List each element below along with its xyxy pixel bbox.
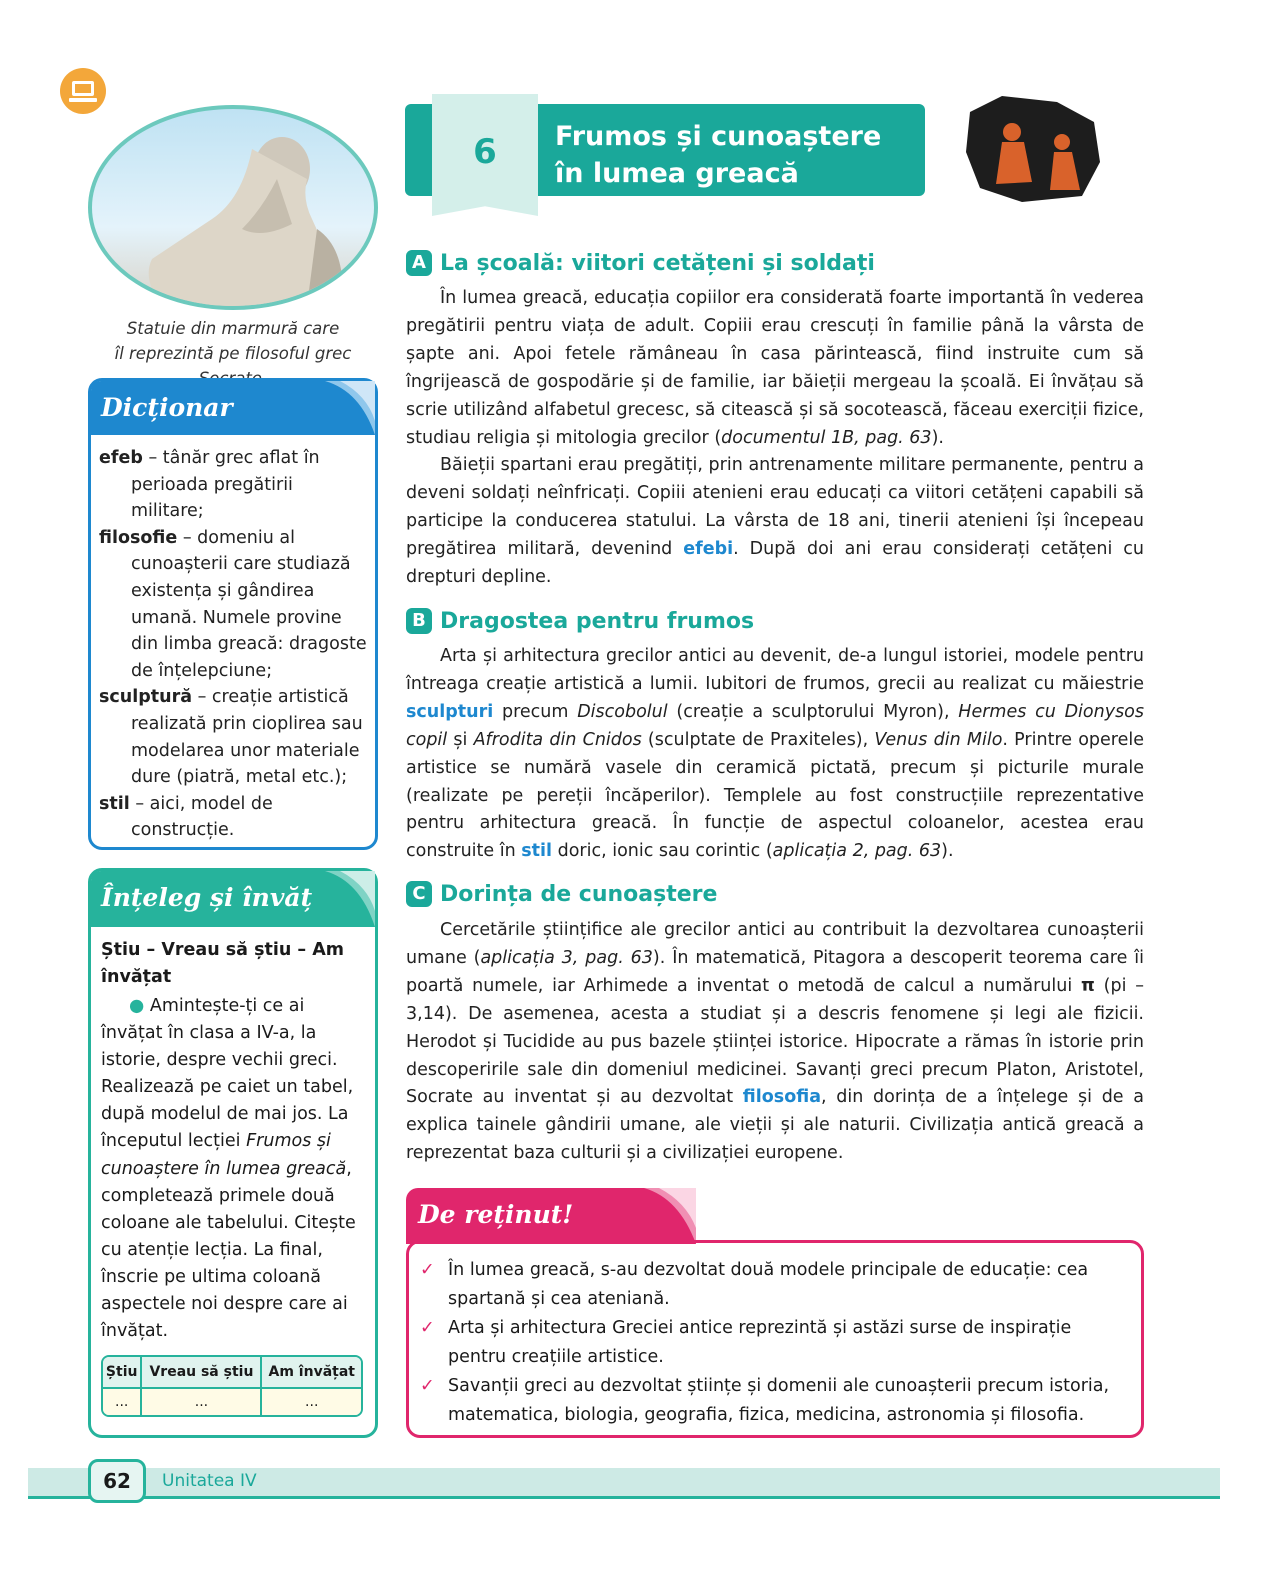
inteleg-text-part: Amintește-ți ce ai învățat în clasa a IV-a, la istorie, despre vechii greci. Realizează pe caiet un tabel, după modelul de mai jos. La începutul lecției [101,996,354,1152]
keyword-efebi: efebi [683,539,734,560]
section-c-heading [406,881,717,907]
application-reference: aplicația 2, pag. 63 [772,841,942,862]
dict-entry-efeb [99,445,369,525]
lesson-title-line: Frumos și cunoaștere [555,121,882,152]
check-icon: ✓ [420,1318,435,1338]
dictionary-title: Dicționar [101,393,233,422]
section-letter: B [406,608,432,634]
list-item: ✓ Savanții greci au dezvoltat științe și domenii ale cunoașterii precum istoria, matematica, biologia, geografia, fizica, medicina, astronomia și filosofia. [420,1372,1132,1430]
page-number: 62 [88,1459,146,1503]
dict-entry-stil [99,791,369,844]
lesson-title-line: în lumea greacă [555,158,799,189]
table-header: Știu [103,1357,141,1388]
section-title: Dragostea pentru frumos [440,609,755,634]
list-item: ✓ În lumea greacă, s-au dezvoltat două modele principale de educație: cea spartană și cea ateniană. [420,1256,1132,1314]
table-header: Vreau să știu [141,1357,261,1388]
dictionary-box [88,378,378,850]
section-b-heading [406,608,754,634]
section-letter: C [406,881,432,907]
table-cell: ... [141,1388,261,1415]
greek-vase-fragment-image [962,92,1102,204]
dict-term: stil [99,793,130,814]
socrates-statue-image [88,105,378,310]
dict-entry-filosofie [99,525,369,685]
list-item: ✓ Arta și arhitectura Greciei antice reprezintă și astăzi surse de inspirație pentru creațiile artistice. [420,1314,1132,1372]
bullet-icon: ● [129,996,145,1016]
dict-def: – creație artistică realizată prin cioplirea sau modelarea unor materiale dure (piatră, metal etc.); [131,687,363,788]
dict-term: filosofie [99,527,178,548]
keyword-stil: stil [521,841,553,862]
check-icon: ✓ [420,1260,435,1280]
dict-term: sculptură [99,687,193,708]
inteleg-lesson-title: Frumos și cunoaștere în lumea greacă [101,1131,347,1179]
table-cell: ... [261,1388,361,1415]
section-title: La școală: viitori cetățeni și soldați [440,251,875,276]
computer-icon [60,68,106,114]
kwl-table [101,1355,363,1417]
inteleg-instructions [101,993,367,1345]
retinut-list [420,1256,1132,1430]
inteleg-subtitle: Știu – Vreau să știu – Am învățat [101,940,345,987]
table-header: Am învățat [261,1357,361,1388]
paragraph: Arta și arhitectura grecilor antici au devenit, de-a lungul istoriei, modele pentru întreaga creație artistică a lumii. Iubitori de frumos, grecii au realizat cu măiestrie sculpturi precum Discobolul (creație a sculptorului Myron), Hermes cu Dionysos copil și Afrodita din Cnidos (sculptate de Praxiteles), Venus din Milo. Printre operele artistice se numără vasele din ceramică pictată, precum și picturile murale (realizate pe pereții încăperilor). Templele au fost construcțiile reprezentative pentru arhitectura greacă. În funcție de aspectul coloanelor, acestea erau construite în stil doric, ionic sau corintic (aplicația 2, pag. 63). [406,646,1145,862]
keyword-sculpturi: sculpturi [406,701,494,722]
retinut-title: De reținut! [418,1200,574,1229]
pi-symbol: π [1081,975,1095,996]
dict-entry-sculptura [99,684,369,790]
section-a-text [406,285,1144,592]
paragraph: Cercetările științifice ale grecilor antici au contribuit la dezvoltarea cunoașterii umane (aplicația 3, pag. 63). În matematică, Pitagora a descoperit teorema care îi poartă numele, iar Arhimede a inventat o metodă de calcul a numărului π (pi – 3,14). De asemenea, acesta a studiat și a descris fenomene și legi ale fizicii. Herodot și Tucidide au pus bazele științei istorice. Hipocrate a rămas în istorie prin descoperirile sale din domeniul medicinei. Savanți greci precum Platon, Aristotel, Socrate au inventat și au dezvoltat filosofia, din dorința de a înțelege și de a explica tainele gândirii umane, ale vieții și ale naturii. Civilizația antică greacă a reprezentat baza culturii și a civilizației europene. [406,920,1144,1164]
dict-def: – tânăr grec aflat în perioada pregătirii militare; [131,448,320,522]
document-reference: documentul 1B, pag. 63 [721,427,932,448]
statue-caption: Statuie din marmură care îl reprezintă pe filosoful grec [114,319,352,363]
application-reference: aplicația 3, pag. 63 [480,947,653,968]
inteleg-title: Înțeleg și învăț [101,883,313,912]
section-b-text [406,643,1144,866]
dict-def: – domeniu al cunoașterii care studiază existența și gândirea umană. Numele provine din limba greacă: dragoste de înțelepciune; [131,527,367,681]
keyword-filosofia: filosofia [742,1087,822,1108]
dict-def: – aici, model de construcție. [129,793,273,841]
section-letter: A [406,250,432,276]
table-cell: ... [103,1388,141,1415]
dict-term: efeb [99,448,143,468]
lesson-number: 6 [473,132,497,172]
paragraph: Băieții spartani erau pregătiți, prin antrenamente militare permanente, pentru a deveni soldați neînfricați. Copiii atenieni erau educați ca viitori cetățeni capabili să participe la conducerea statului. La vârsta de 18 ani, tinerii atenieni își începeau pregătirea militară, devenind efebi. După doi ani erau considerați cetățeni cu drepturi depline. [406,455,1144,588]
inteleg-box [88,868,378,1438]
section-a-heading [406,250,875,276]
unit-label: Unitatea IV [162,1471,257,1491]
check-icon: ✓ [420,1376,435,1396]
section-title: Dorința de cunoaștere [440,882,718,907]
paragraph: În lumea greacă, educația copiilor era considerată foarte importantă în vederea pregătirii pentru viața de adult. Copiii erau crescuți în familie până la vârsta de șapte ani. Apoi fetele rămâneau în casa părintească, fiind instruite cum să îngrijească de gospodărie și de familie, iar băieții mergeau la școală. Ei învățau să scrie utilizând alfabetul grecesc, să citească și să socotească, făceau exerciții fizice, studiau religia și mitologia grecilor (documentul 1B, pag. 63). [406,288,1144,448]
inteleg-text-part: , completează primele două coloane ale tabelului. Citește cu atenție lecția. La final, înscrie pe ultima coloană aspectele noi despre care ai învățat. [101,1158,356,1342]
section-c-text [406,917,1144,1168]
lesson-title [555,118,915,192]
dictionary-entries [99,445,369,844]
